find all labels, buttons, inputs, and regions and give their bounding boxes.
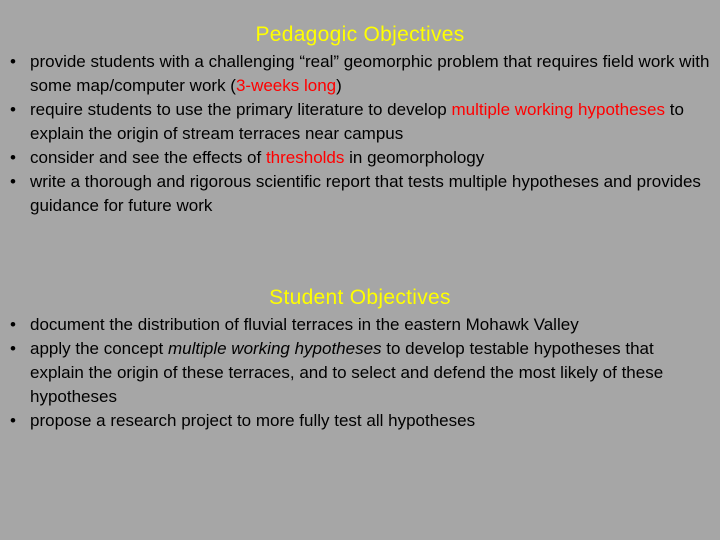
highlight-thresholds: thresholds bbox=[265, 148, 345, 167]
list-item: • require students to use the primary literature to develop multiple working hypotheses to explain the origin of stream terraces near campus bbox=[8, 98, 712, 146]
highlight-duration: 3-weeks long bbox=[235, 76, 337, 95]
pedagogic-objectives-title: Pedagogic Objectives bbox=[255, 23, 465, 46]
list-item: • apply the concept multiple working hypotheses to develop testable hypotheses that explain the origin of these terraces, and to select and defend the most likely of these hypotheses bbox=[8, 337, 712, 409]
emphasis-multiple-working-hypotheses: multiple working hypotheses bbox=[167, 339, 382, 358]
list-item: • consider and see the effects of thresholds in geomorphology bbox=[8, 146, 712, 170]
pedagogic-objectives-list bbox=[8, 50, 712, 218]
student-objectives-title: Student Objectives bbox=[269, 286, 451, 309]
list-item: • provide students with a challenging “real” geomorphic problem that requires field work with some map/computer work (3-weeks long) bbox=[8, 50, 712, 98]
student-objectives-list bbox=[8, 313, 712, 433]
list-item: • document the distribution of fluvial terraces in the eastern Mohawk Valley bbox=[8, 313, 712, 337]
highlight-multiple-working-hypotheses: multiple working hypotheses bbox=[451, 100, 666, 119]
list-item: • write a thorough and rigorous scientific report that tests multiple hypotheses and provides guidance for future work bbox=[8, 170, 712, 218]
list-item: • propose a research project to more fully test all hypotheses bbox=[8, 409, 712, 433]
